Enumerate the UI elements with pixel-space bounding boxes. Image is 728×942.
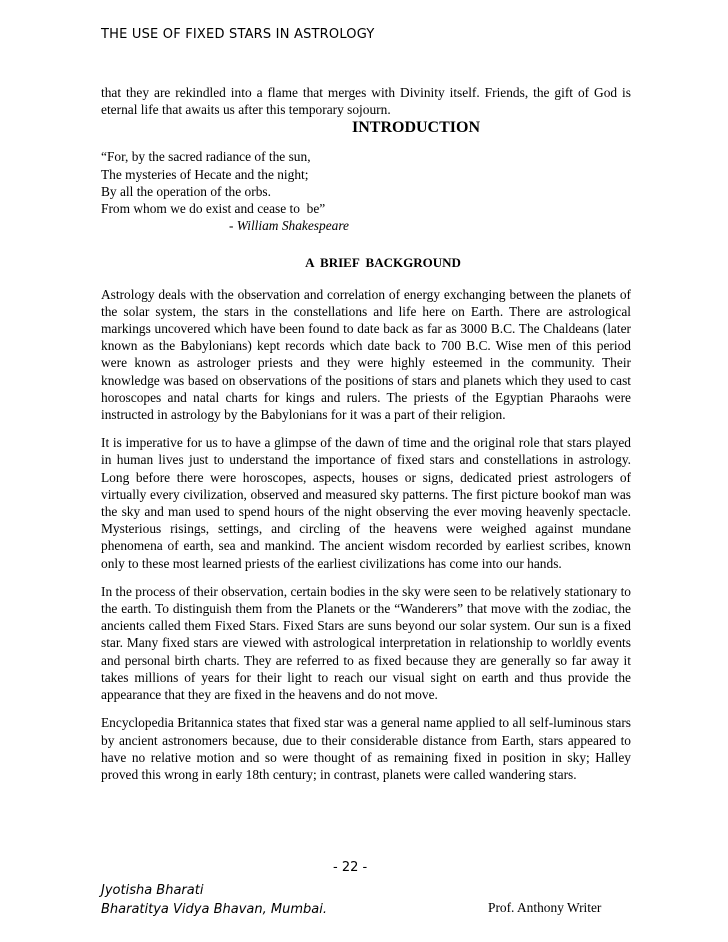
verse-quote [101,148,631,234]
footer-publication-block [101,881,327,919]
page-body [101,84,631,783]
verse-attribution: - William Shakespeare [229,218,349,234]
background-heading: A BRIEF BACKGROUND [305,255,461,271]
page-number: - 22 - [333,860,368,875]
verse-line: “For, by the sacred radiance of the sun, [101,149,311,165]
body-paragraph: Astrology deals with the observation and correlation of energy exchanging between the planets of the solar system, the stars in the constellations and life here on Earth. There are astrological markings uncovered which have been found to date back as far as 3000 B.C. The Chaldeans (later known as the Babylonians) kept records which date back to 700 B.C. Wise men of this period were known as astrologer priests and they were highly esteemed in the community. Their knowledge was based on observations of the positions of stars and planets which they used to cast horoscopes and natal charts for kings and rulers. The priests of the Egyptian Pharaohs were instructed in astrology by the Babylonians for it was a part of their religion. [101,286,631,423]
publisher-name: Bharatitya Vidya Bhavan, Mumbai. [101,902,327,917]
author-name: Prof. Anthony Writer [488,900,602,915]
continuation-paragraph: that they are rekindled into a flame that merges with Divinity itself. Friends, the gift of God is eternal life that awaits us after this temporary sojourn. [101,85,631,118]
publication-name: Jyotisha Bharati [101,883,204,898]
introduction-heading: INTRODUCTION [351,119,480,137]
body-paragraph: In the process of their observation, certain bodies in the sky were seen to be relatively stationary to the earth. To distinguish them from the Planets or the “Wanderers” that move with the zodiac, the ancients called them Fixed Stars. Fixed Stars are suns beyond our solar system. Our sun is a fixed star. Many fixed stars are viewed with astrological interpretation in relationship to worldly events and personal birth charts. They are referred to as fixed because they are generally so far away it takes millions of years for their light to reach our visual sight on earth and thus provide the appearance that they are fixed in the heavens and do not move. [101,583,631,703]
running-title: THE USE OF FIXED STARS IN ASTROLOGY [101,27,375,42]
body-paragraph: It is imperative for us to have a glimpse of the dawn of time and the original role that stars played in human lives just to understand the importance of fixed stars and constellations in astrology. Long before there were horoscopes, aspects, houses or signs, dedicated priest astrologers of virtually every civilization, observed and measured sky patterns. The first picture bookof man was the sky and man used to spend hours of the night observing the ever moving heavenly spectacle. Mysterious risings, settings, and circling of the heavens were weighed against mundane phenomena of earth, sea and mankind. The ancient wisdom recorded by earliest scribes, known only to these most learned priests of the earliest civilizations has come into our hands. [101,435,631,571]
verse-line: By all the operation of the orbs. [101,183,271,199]
verse-line: The mysteries of Hecate and the night; [101,166,309,182]
verse-line: From whom we do exist and cease to be” [101,201,326,217]
body-paragraph: Encyclopedia Britannica states that fixed star was a general name applied to all self-luminous stars by ancient astronomers because, due to their considerable distance from Earth, stars appeared to have no relative motion and so were thought of as remaining fixed in position in sky; Halley proved this wrong in early 18th century; in contrast, planets were called wandering stars. [101,715,631,782]
